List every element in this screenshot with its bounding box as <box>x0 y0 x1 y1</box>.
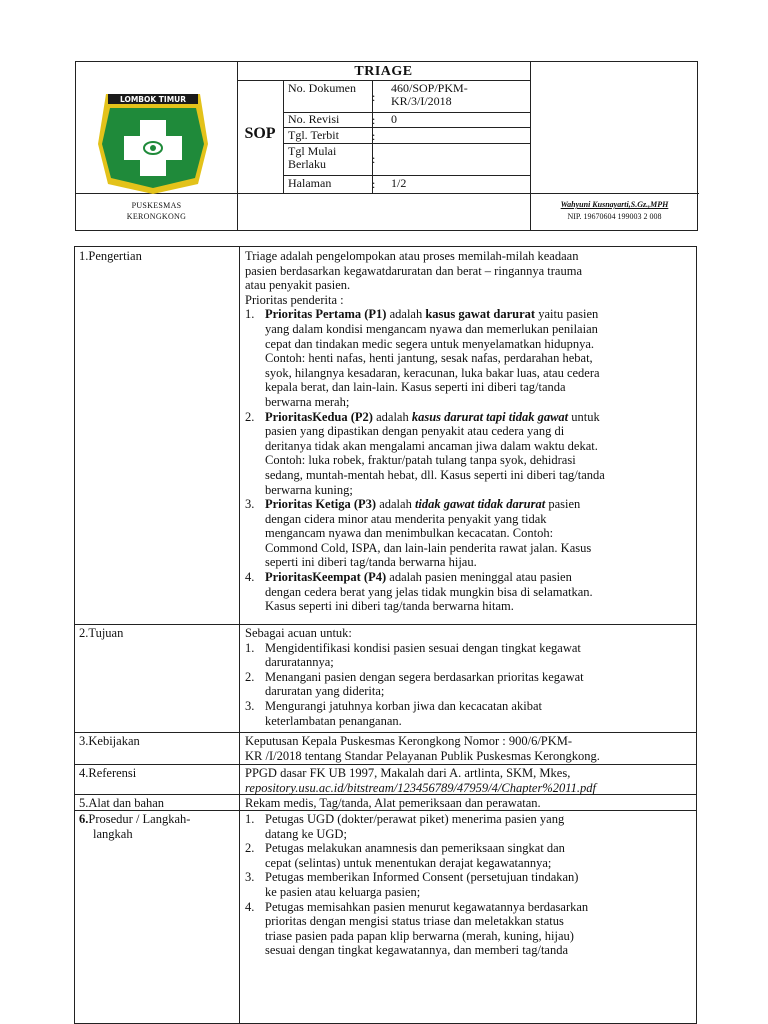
kebijakan-content <box>245 734 688 763</box>
field-label: Halaman <box>288 176 332 190</box>
text-line <box>79 812 233 827</box>
text-line: keterlambatan penanganan. <box>265 713 402 728</box>
field-colon: : <box>372 113 376 127</box>
list-number: 2. <box>245 409 255 424</box>
text-run: adalah <box>372 409 412 424</box>
list-number: 2. <box>245 669 255 684</box>
text-line: kepala berat, dan lain-lain. Kasus seperti ini diberi tag/tanda <box>265 380 566 395</box>
bold-italic-term: kasus darurat tapi tidak gawat <box>411 409 569 424</box>
text-line: atau penyakit pasien. <box>245 278 351 293</box>
text-line: prioritas dengan mengisi status triase dan meletakkan status <box>265 914 564 929</box>
list-number: 4. <box>245 570 255 585</box>
text-line: Contoh: luka robek, fraktur/patah tulang tanpa syok, dehidrasi <box>265 453 576 468</box>
text-run: pasien <box>545 497 581 512</box>
list-item <box>245 670 688 699</box>
list-item <box>245 812 688 841</box>
text-line <box>265 497 688 512</box>
text-line: Contoh: henti nafas, henti jantung, sesak nafas, perdarahan hebat, <box>265 351 593 366</box>
text-line: PPGD dasar FK UB 1997, Makalah dari A. artlinta, SKM, Mkes, <box>245 766 571 780</box>
text-line: seperti ini diberi tag/tanda berwarna hijau. <box>265 555 477 570</box>
text-line: berwarna kuning; <box>265 482 353 497</box>
reference-link[interactable]: repository.usu.ac.id/bitstream/123456789/47959/4/Chapter%2011.pdf <box>245 780 596 795</box>
row-divider <box>75 624 696 625</box>
text-run: Prosedur / Langkah- <box>88 812 191 826</box>
text-line: daruratan yang diderita; <box>265 684 385 699</box>
row-divider <box>75 764 696 765</box>
field-colon: : <box>372 90 376 104</box>
priority-item-p3 <box>245 497 688 570</box>
row-label-pengertian: 1.Pengertian <box>79 249 142 263</box>
text-line: Petugas memisahkan pasien menurut kegawatannya berdasarkan <box>265 899 589 914</box>
field-label: Tgl Mulai Berlaku <box>288 144 337 171</box>
list-number: 1. <box>245 640 255 655</box>
referensi-content <box>245 766 688 795</box>
list-item <box>245 841 688 870</box>
text-line: Petugas memberikan Informed Consent (persetujuan tindakan) <box>265 870 579 885</box>
svg-text:LOMBOK TIMUR: LOMBOK TIMUR <box>119 95 187 104</box>
puskesmas-logo <box>98 84 208 194</box>
text-line: syok, hilangnya kesadaran, keracunan, luka bakar luas, atau cedera <box>265 365 600 380</box>
list-number: 1. <box>245 812 255 826</box>
field-value: 460/SOP/PKM-KR/3/I/2018 <box>391 81 468 108</box>
text-line: Mengidentifikasi kondisi pasien sesuai dengan tingkat kegawat <box>265 640 581 655</box>
row-label-referensi: 4.Referensi <box>79 766 137 780</box>
text-run: adalah pasien meninggal atau pasien <box>386 570 572 585</box>
org-name <box>76 200 237 222</box>
list-item <box>245 699 688 728</box>
alat-content: Rekam medis, Tag/tanda, Alat pemeriksaan dan perawatan. <box>245 796 541 810</box>
text-run: untuk <box>568 409 600 424</box>
row-label-kebijakan: 3.Kebijakan <box>79 734 140 748</box>
text-line: datang ke UGD; <box>265 826 347 841</box>
bold-term: PrioritasKedua (P2) <box>265 409 373 424</box>
bold-italic-term: tidak gawat tidak darurat <box>414 497 546 512</box>
sop-content-table <box>74 246 697 1024</box>
list-number: 2. <box>245 841 255 856</box>
label-number: 6. <box>79 812 89 826</box>
text-line: pasien yang dipastikan dengan penyakit atau cedera yang di <box>265 424 565 439</box>
list-item <box>245 900 688 958</box>
bold-term: Prioritas Ketiga (P3) <box>265 497 377 512</box>
bold-term: PrioritasKeempat (P4) <box>265 570 387 585</box>
text-run: yaitu pasien <box>535 307 599 322</box>
bold-term: kasus gawat darurat <box>425 307 536 322</box>
text-line <box>265 307 688 322</box>
text-line: Triage adalah pengelompokan atau proses memilah-milah keadaan <box>245 249 579 263</box>
text-line: sesuai dengan tingkat kegawatannya, dan memberi tag/tanda <box>265 943 569 958</box>
text-line <box>265 410 688 425</box>
bold-term: Prioritas Pertama (P1) <box>265 307 387 322</box>
org-line: PUSKESMAS <box>131 201 182 210</box>
text-line: Kasus seperti ini diberi tag/tanda berwarna hitam. <box>265 599 514 614</box>
field-colon: : <box>372 177 376 191</box>
document-title: TRIAGE <box>354 64 413 79</box>
text-line: KR /I/2018 tentang Standar Pelayanan Publik Puskesmas Kerongkong. <box>245 748 600 763</box>
text-line: deritanya tidak akan mengalami ancaman jiwa dalam waktu dekat. <box>265 438 598 453</box>
text-line: dengan cedera berat yang jelas tidak mungkin bisa di selamatkan. <box>265 584 593 599</box>
list-number: 3. <box>245 497 255 512</box>
row-divider <box>75 732 696 733</box>
text-run: adalah <box>386 307 426 322</box>
text-line: daruratannya; <box>265 655 334 670</box>
sop-label: SOP <box>244 125 276 142</box>
row-label-alat: 5.Alat dan bahan <box>79 796 165 810</box>
text-line: Petugas melakukan anamnesis dan pemeriksaan singkat dan <box>265 841 565 856</box>
text-line: cepat (selintas) untuk menentukan derajat kegawatannya; <box>265 855 552 870</box>
header-divider <box>237 62 238 230</box>
sop-header <box>75 61 698 231</box>
signatory-nip: NIP. 19670604 199003 2 008 <box>567 212 662 221</box>
row-label-tujuan: 2.Tujuan <box>79 626 124 640</box>
text-line: Prioritas penderita : <box>245 292 344 307</box>
list-item <box>245 870 688 899</box>
field-label: No. Dokumen <box>288 81 356 95</box>
text-line: Keputusan Kepala Puskesmas Kerongkong Nomor : 900/6/PKM- <box>245 734 573 748</box>
list-item <box>245 641 688 670</box>
text-line: langkah <box>93 826 133 841</box>
text-line: Sebagai acuan untuk: <box>245 626 352 640</box>
tujuan-content <box>245 626 688 728</box>
text-line: yang dalam kondisi mengancam nyawa dan memerlukan penilaian <box>265 321 598 336</box>
signatory-name: Wahyuni Kusnayarti,S.Gz.,MPH <box>560 200 669 209</box>
header-divider <box>237 80 530 81</box>
header-divider <box>283 80 284 193</box>
field-colon: : <box>372 129 376 143</box>
priority-item-p4 <box>245 570 688 614</box>
text-line <box>265 570 688 585</box>
org-line: KERONGKONG <box>126 212 187 221</box>
row-label-prosedur <box>79 812 233 841</box>
field-value: 1/2 <box>391 176 407 190</box>
text-line: ke pasien atau keluarga pasien; <box>265 884 421 899</box>
text-line: cepat dan tindakan medic segera untuk menyelamatkan hidupnya. <box>265 336 595 351</box>
text-line: dengan cidera minor atau menderita penyakit yang tidak <box>265 511 547 526</box>
text-line: Mengurangi jatuhnya korban jiwa dan kecacatan akibat <box>265 698 542 713</box>
text-line: Menangani pasien dengan segera berdasarkan prioritas kegawat <box>265 669 584 684</box>
field-colon: : <box>372 152 376 166</box>
field-value: 0 <box>391 112 397 126</box>
list-number: 1. <box>245 307 255 322</box>
text-line: pasien berdasarkan kegawatdaruratan dan berat – ringannya trauma <box>245 263 582 278</box>
text-line: Petugas UGD (dokter/perawat piket) menerima pasien yang <box>265 812 565 826</box>
text-line: Commond Cold, ISPA, dan lain-lain penderita rawat jalan. Kasus <box>265 540 592 555</box>
list-number: 4. <box>245 899 255 914</box>
priority-item-p2 <box>245 410 688 498</box>
prosedur-content <box>245 812 688 958</box>
list-number: 3. <box>245 870 255 885</box>
text-line: berwarna merah; <box>265 394 350 409</box>
priority-item-p1 <box>245 307 688 409</box>
text-line: triase pasien pada papan klip berwarna (merah, kuning, hijau) <box>265 928 574 943</box>
text-line: mengancam nyawa dan menimbulkan kecacatan. Contoh: <box>265 526 554 541</box>
text-run: adalah <box>376 497 415 512</box>
field-label: No. Revisi <box>288 112 340 126</box>
text-line: sedang, muntah-mentah hebat, dll. Kasus seperti ini diberi tag/tanda <box>265 467 605 482</box>
pengertian-content <box>245 249 688 614</box>
field-label: Tgl. Terbit <box>288 128 339 142</box>
list-number: 3. <box>245 698 255 713</box>
column-divider <box>239 247 240 1023</box>
